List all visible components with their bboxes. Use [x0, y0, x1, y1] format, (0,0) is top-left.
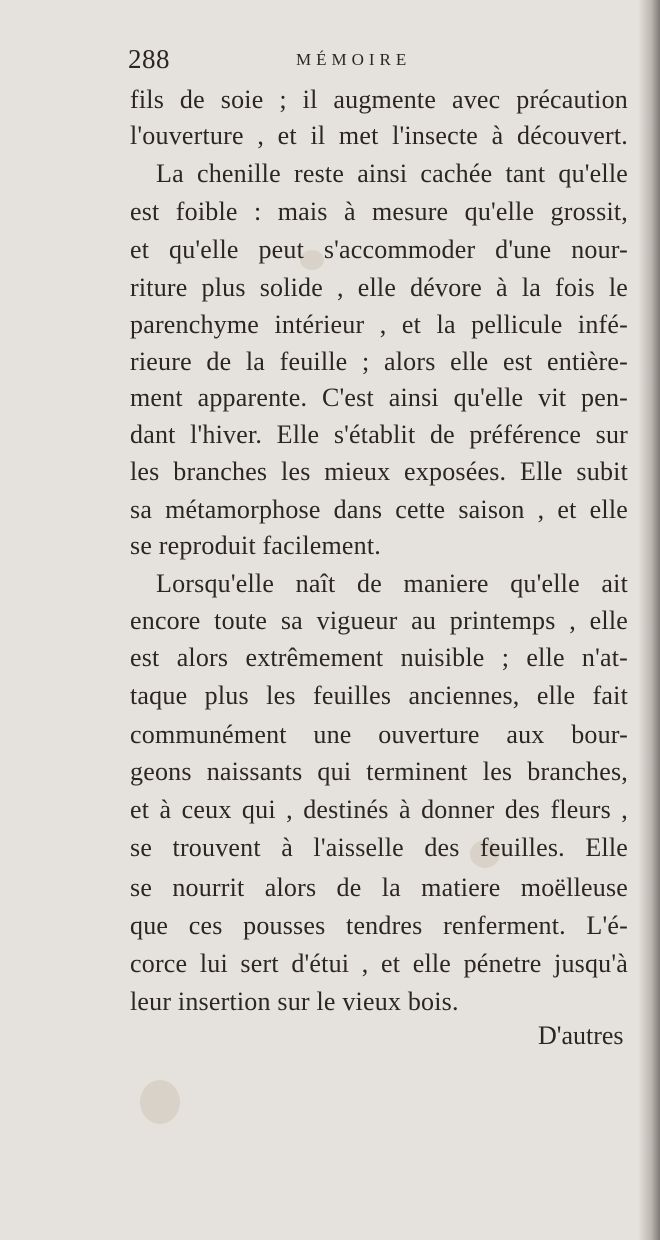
text-line: que ces pousses tendres renferment. L'é-: [130, 911, 628, 940]
paragraph-first-line: Lorsqu'elle naît de maniere qu'elle ait: [156, 569, 628, 598]
text-line: taque plus les feuilles anciennes, elle fait: [130, 681, 628, 710]
paragraph-first-line: La chenille reste ainsi cachée tant qu'elle: [156, 159, 628, 188]
text-line: se nourrit alors de la matiere moëlleuse: [130, 873, 628, 902]
text-line: est alors extrêmement nuisible ; elle n'at-: [130, 643, 628, 672]
text-line: riture plus solide , elle dévore à la fois le: [130, 273, 628, 302]
text-line: encore toute sa vigueur au printemps , elle: [130, 606, 628, 635]
text-line: est foible : mais à mesure qu'elle grossit,: [130, 197, 628, 226]
text-line: et qu'elle peut s'accommoder d'une nour-: [130, 235, 628, 264]
text-line: corce lui sert d'étui , et elle pénetre jusqu'à: [130, 949, 628, 978]
running-title: MÉMOIRE: [296, 50, 412, 69]
text-line: ment apparente. C'est ainsi qu'elle vit pen-: [130, 383, 628, 412]
spine-shadow: [638, 0, 660, 1240]
running-head: [128, 44, 478, 74]
page-number: 288: [128, 44, 170, 74]
text-line: communément une ouverture aux bour-: [130, 720, 628, 749]
text-line: les branches les mieux exposées. Elle subit: [130, 457, 628, 486]
text-line: parenchyme intérieur , et la pellicule infé-: [130, 310, 628, 339]
paragraph-last-line: se reproduit facilement.: [130, 531, 381, 560]
text-line: dant l'hiver. Elle s'établit de préférence sur: [130, 420, 628, 449]
paragraph-last-line: leur insertion sur le vieux bois.: [130, 987, 459, 1016]
text-line: et à ceux qui , destinés à donner des fleurs ,: [130, 795, 628, 824]
text-line: rieure de la feuille ; alors elle est entière-: [130, 347, 628, 376]
text-line: geons naissants qui terminent les branches,: [130, 757, 628, 786]
text-line: fils de soie ; il augmente avec précaution: [130, 85, 628, 114]
text-line: sa métamorphose dans cette saison , et elle: [130, 495, 628, 524]
text-line: se trouvent à l'aisselle des feuilles. Elle: [130, 833, 628, 862]
foxing-stain: [140, 1080, 180, 1124]
text-line: l'ouverture , et il met l'insecte à découvert.: [130, 121, 628, 150]
catchword: D'autres: [538, 1021, 624, 1050]
